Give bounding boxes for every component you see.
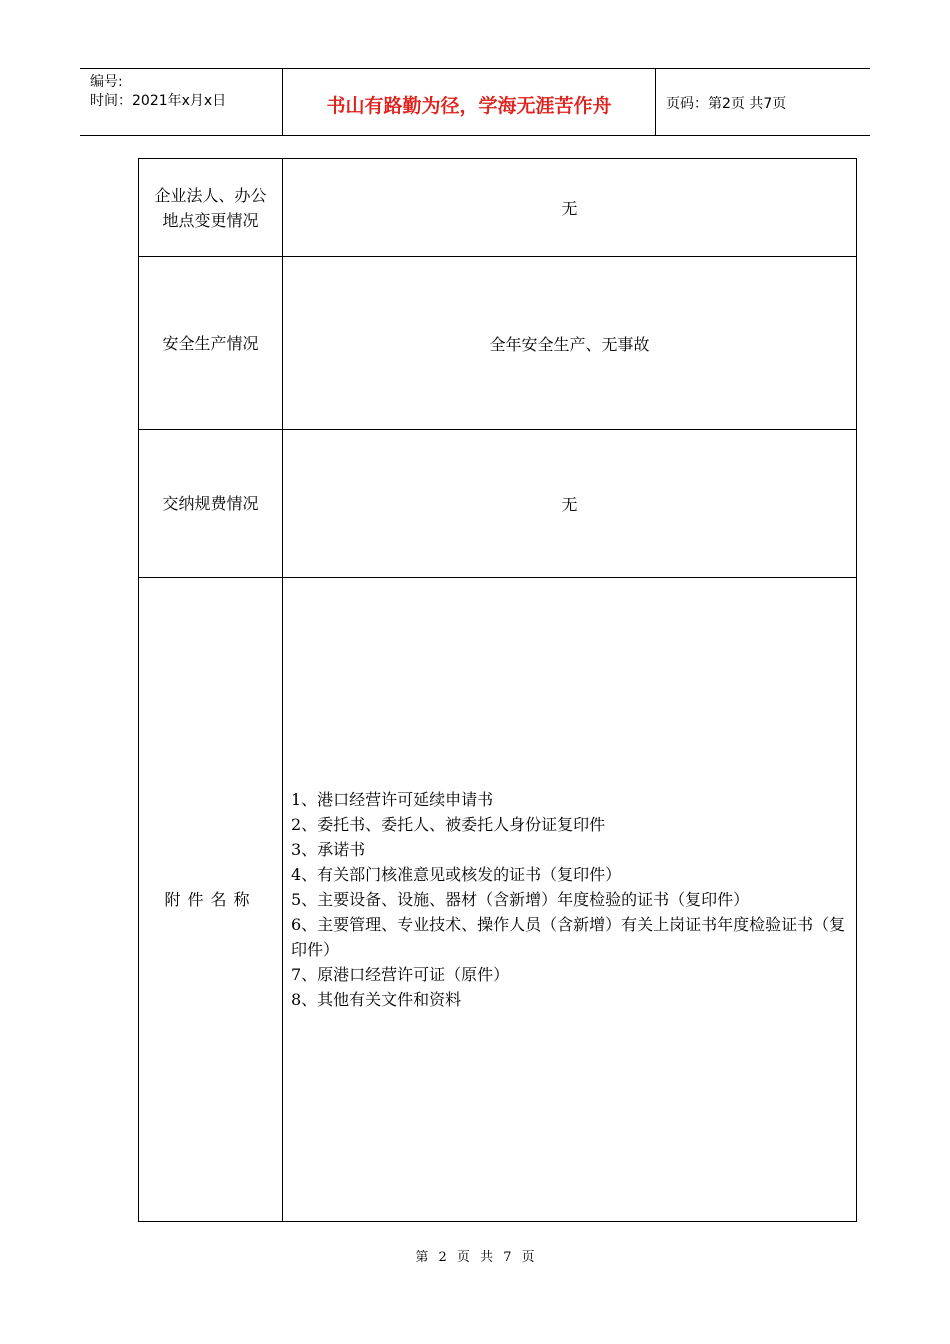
page-footer: 第 2 页 共 7 页 [415, 1250, 535, 1265]
list-item: 7、原港口经营许可证（原件） [291, 965, 510, 984]
attachments-list [283, 578, 857, 1222]
header-page-info: 页码：第2页 共7页 [666, 96, 787, 112]
row-label: 交纳规费情况 [162, 494, 259, 513]
row-label: 安全生产情况 [162, 333, 259, 353]
list-item: 1、港口经营许可延续申请书 [291, 790, 494, 809]
list-item: 6、主要管理、专业技术、操作人员（含新增）有关上岗证书年度检验证书（复印件） [291, 915, 846, 959]
value-cell: 无 [283, 430, 857, 578]
list-item: 4、有关部门核准意见或核发的证书（复印件） [291, 865, 622, 884]
table-row-safety [139, 257, 857, 430]
table-row-fees [139, 430, 857, 578]
label-cell [139, 257, 283, 430]
header-meta [80, 69, 282, 135]
attachments-label: 附件名称 [164, 890, 257, 909]
list-item: 8、其他有关文件和资料 [291, 990, 462, 1009]
document-time: 时间：2021年x月x日 [90, 93, 227, 109]
page-header [80, 68, 870, 136]
list-item: 2、委托书、委托人、被委托人身份证复印件 [291, 815, 606, 834]
header-slogan: 书山有路勤为径，学海无涯苦作舟 [282, 69, 656, 135]
table-row-legal-change [139, 159, 857, 257]
list-item: 5、主要设备、设施、器材（含新增）年度检验的证书（复印件） [291, 890, 750, 909]
list-item: 3、承诺书 [291, 840, 366, 859]
value-cell: 全年安全生产、无事故 [283, 257, 857, 430]
document-number-label: 编号: [90, 74, 123, 90]
table-row-attachments [139, 578, 857, 1222]
label-cell [139, 159, 283, 257]
value-cell: 无 [283, 159, 857, 257]
label-cell [139, 578, 283, 1222]
label-cell [139, 430, 283, 578]
info-table [138, 158, 857, 1222]
row-label: 企业法人、办公地点变更情况 [154, 185, 267, 230]
